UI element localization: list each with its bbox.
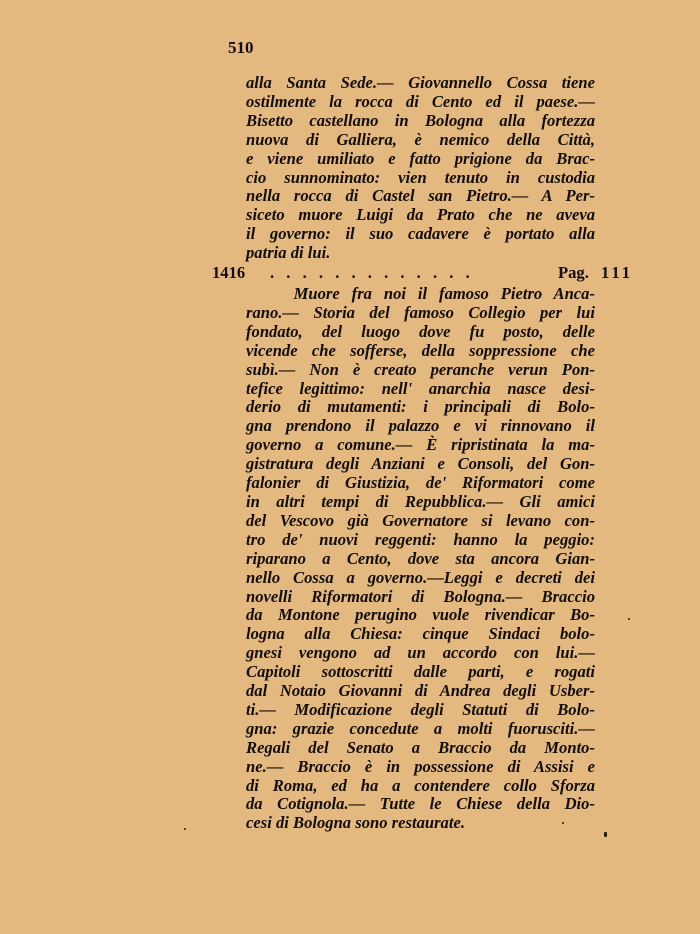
- text-line: tefice legittimo: nell' anarchia nasce desi-: [246, 378, 595, 398]
- text-line: nuova di Galliera, è nemico della Città,: [246, 129, 595, 149]
- entry-text-1416: [246, 285, 595, 833]
- text-line: Regali del Senato a Braccio da Monto-: [246, 737, 595, 757]
- text-line: nello Cossa a governo.—Leggi e decreti dei: [246, 567, 595, 587]
- text-line: nella rocca di Castel san Pietro.— A Per-: [246, 186, 595, 206]
- text-line: tro de' nuovi reggenti: hanno la peggio:: [246, 529, 595, 549]
- paper-speck: [184, 828, 186, 830]
- paper-speck: [604, 832, 607, 837]
- text-line: gistratura degli Anziani e Consoli, del Gon-: [246, 454, 595, 474]
- text-line: governo a comune.— È ripristinata la ma-: [246, 435, 595, 455]
- text-line: subì.— Non è creato peranche verun Pon-: [246, 359, 595, 379]
- text-line: gnesi vengono ad un accordo con lui.—: [246, 643, 595, 663]
- text-line: ostilmente la rocca di Cento ed il paese.—: [246, 91, 595, 111]
- text-line: Capitoli sottoscritti dalle parti, e rogati: [246, 662, 595, 682]
- text-line: in altri tempi di Repubblica.— Gli amici: [246, 491, 595, 511]
- text-line: e viene umiliato e fatto prigione da Brac-: [246, 148, 595, 168]
- text-line: rano.— Storia del famoso Collegio per lui: [246, 302, 595, 322]
- text-line: novelli Riformatori di Bologna.— Braccio: [246, 586, 595, 606]
- leader-dots: . . . . . . . . . . . . .: [270, 263, 474, 282]
- text-line: dal Notaio Giovanni di Andrea degli Usber-: [246, 681, 595, 701]
- text-line: Muore fra noi il famoso Pietro Anca-: [246, 284, 595, 303]
- page-number: 510: [228, 38, 254, 57]
- text-line: gna: grazie concedute a molti fuorusciti.—: [246, 718, 595, 738]
- text-line: del Vescovo già Governatore si levano con-: [246, 510, 595, 530]
- text-line: di Roma, ed ha a contendere collo Sforza: [246, 775, 595, 795]
- text-line: alla Santa Sede.— Giovannello Cossa tiene: [246, 73, 595, 92]
- text-line: gna prendono il palazzo e vi rinnovano il: [246, 416, 595, 436]
- text-line: ti.— Modificazione degli Statuti di Bolo-: [246, 699, 595, 719]
- text-line: patria di lui.: [246, 243, 331, 263]
- text-line: vicende che sofferse, della soppressione che: [246, 340, 595, 360]
- text-line: il governo: il suo cadavere è portato alla: [246, 224, 595, 244]
- paper-speck: [562, 822, 564, 824]
- page-reference-number: 111: [601, 263, 634, 282]
- text-line: Bisetto castellano in Bologna alla fortezza: [246, 110, 595, 130]
- text-line: cio sunnominato: vien tenuto in custodia: [246, 167, 595, 187]
- text-line: da Cotignola.— Tutte le Chiese della Dio-: [246, 794, 595, 814]
- text-line: cesi di Bologna sono restaurate.: [246, 813, 465, 833]
- page-reference-label: Pag.: [558, 263, 589, 282]
- text-line: logna alla Chiesa: cinque Sindaci bolo-: [246, 624, 595, 644]
- text-line: derio di mutamenti: i principali di Bolo-: [246, 397, 595, 417]
- paper-speck: [628, 618, 630, 620]
- text-line: da Montone perugino vuole rivendicar Bo-: [246, 605, 595, 625]
- text-line: riparano a Cento, dove sta ancora Gian-: [246, 548, 595, 568]
- text-line: fondato, del luogo dove fu posto, delle: [246, 321, 595, 341]
- entry-text-continued: [246, 74, 595, 263]
- text-line: falonier di Giustizia, de' Riformatori come: [246, 473, 595, 493]
- year-label: 1416: [212, 263, 246, 282]
- text-line: ne.— Braccio è in possessione di Assisi e: [246, 756, 595, 776]
- text-line: siceto muore Luigi da Prato che ne aveva: [246, 205, 595, 225]
